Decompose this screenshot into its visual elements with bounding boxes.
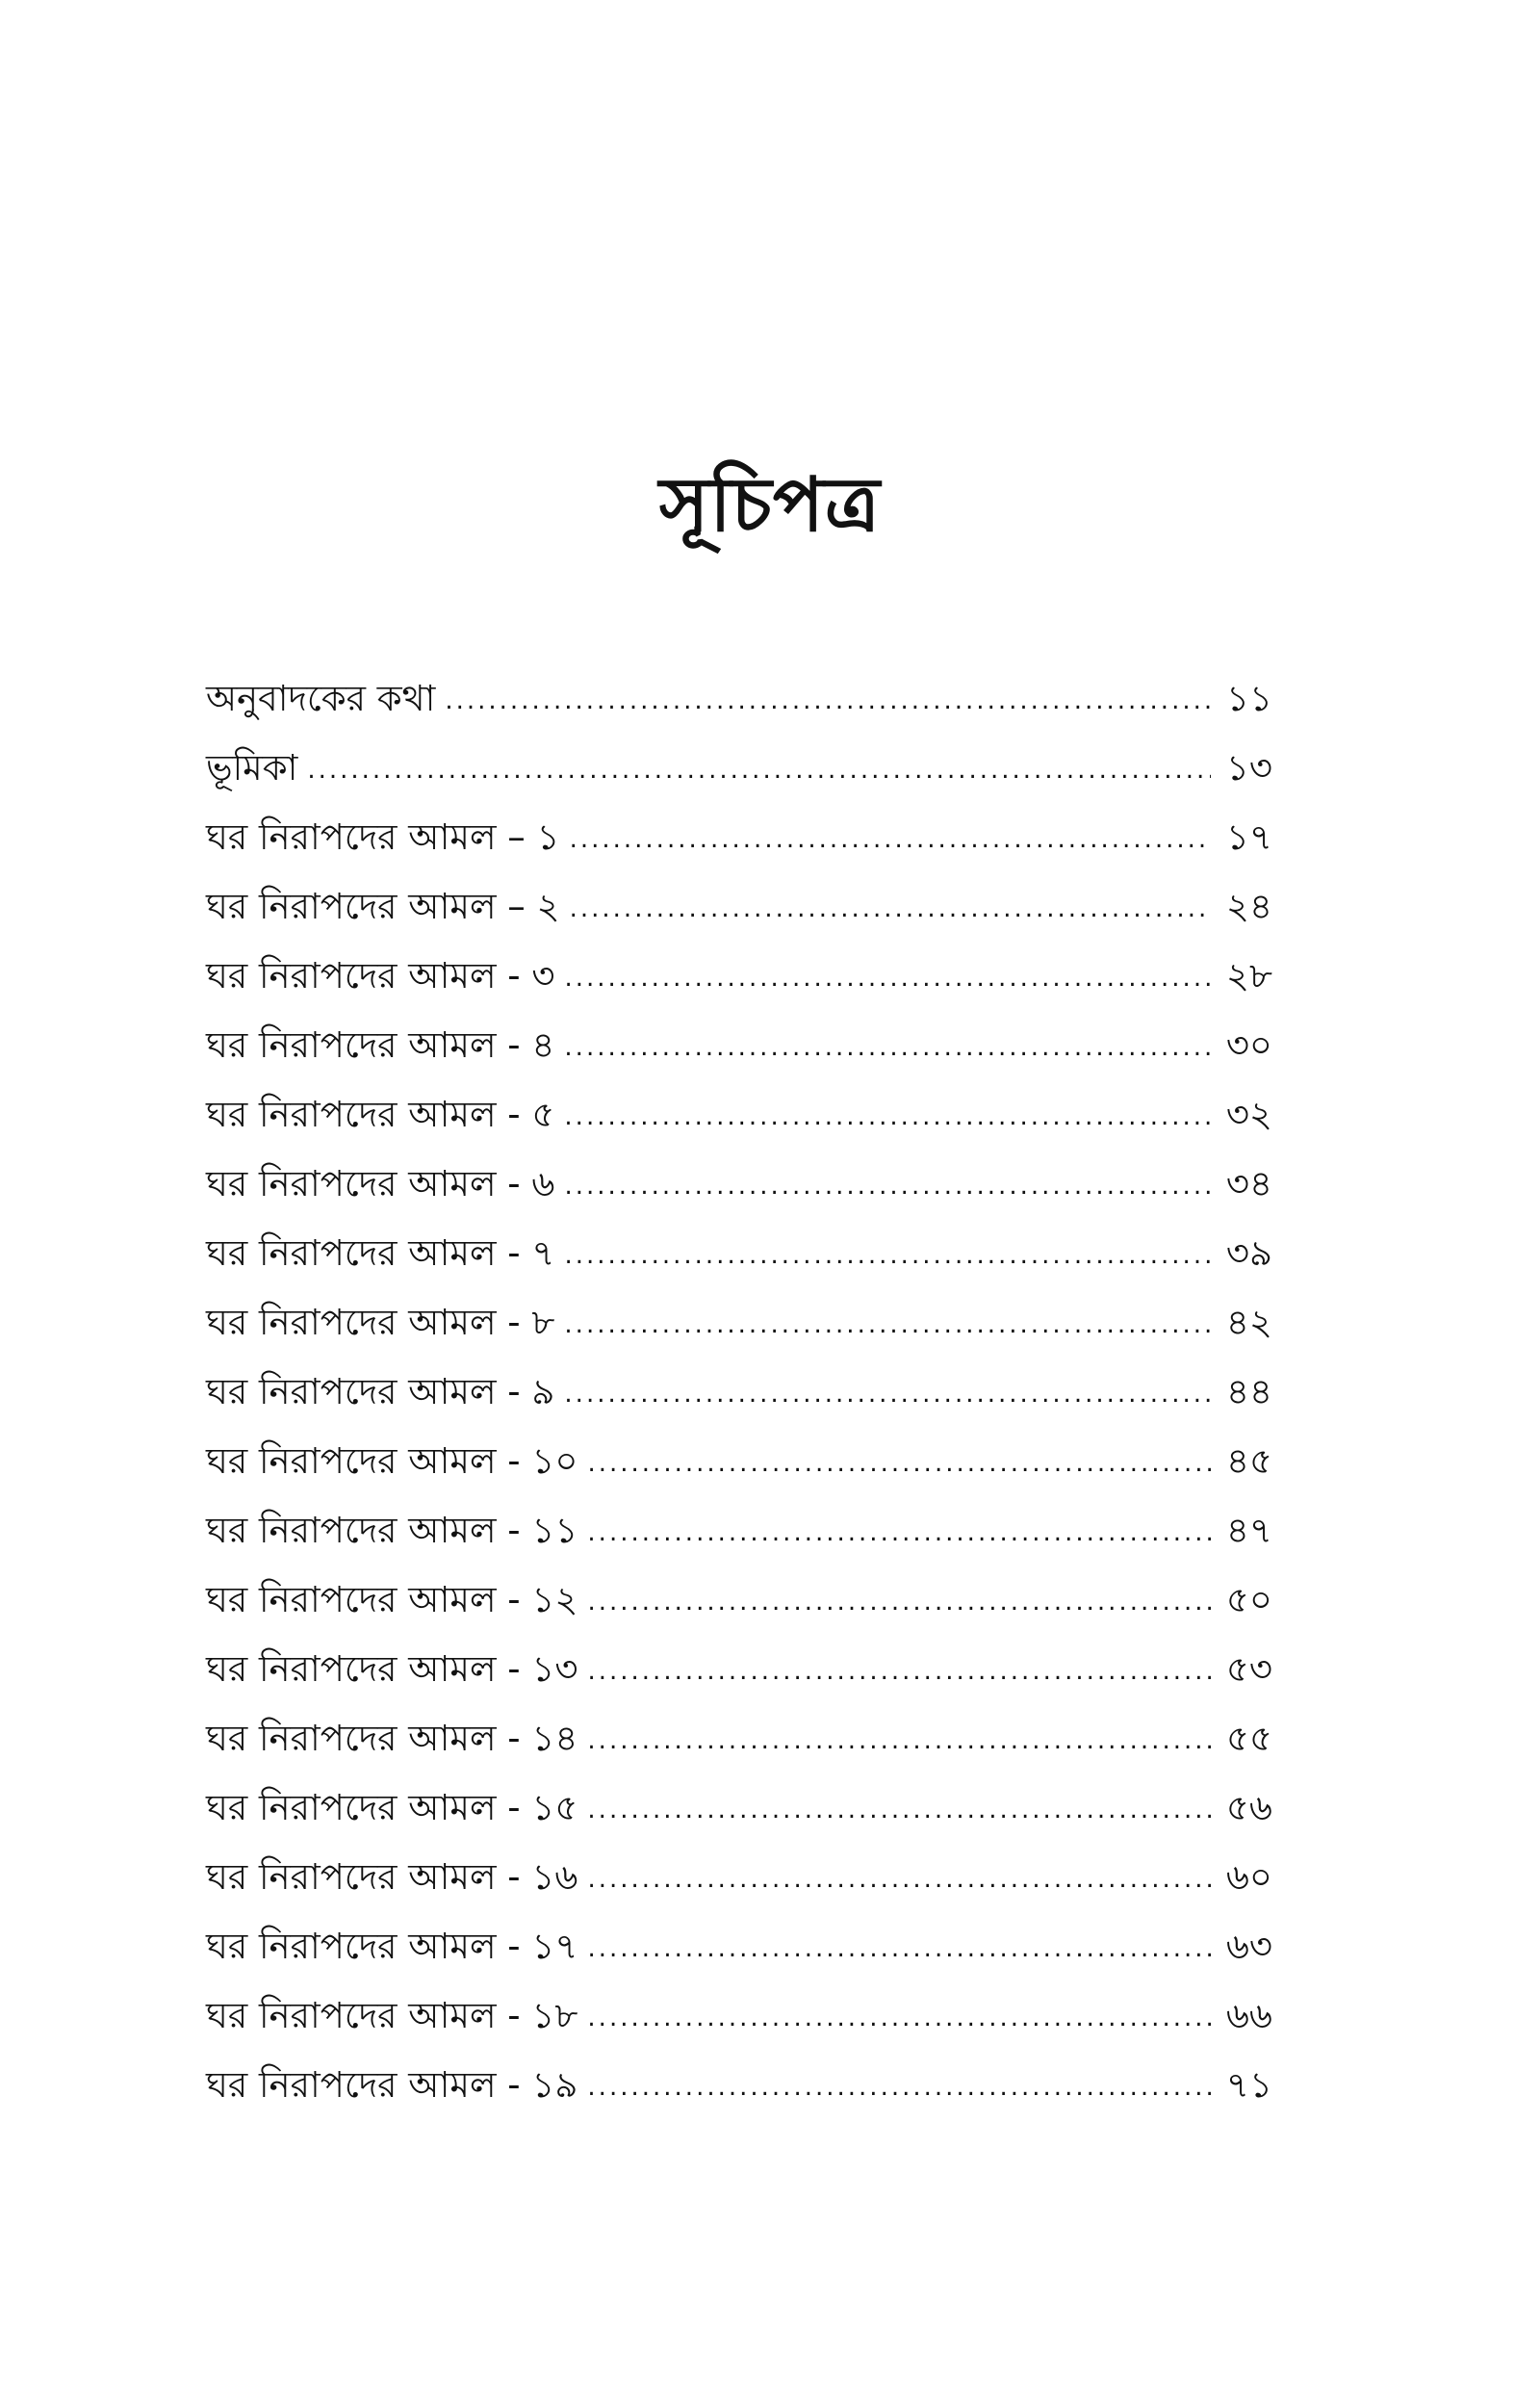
toc-entry-label: ঘর নিরাপদের আমল - ১৬ xyxy=(206,1856,578,1898)
dot-leader xyxy=(564,940,1211,1013)
toc-entry-label: ঘর নিরাপদের আমল - ৩ xyxy=(206,955,555,996)
dot-leader xyxy=(587,1841,1211,1914)
toc-entry-page-number: ৪৭ xyxy=(1225,1510,1272,1551)
dot-leader xyxy=(587,1633,1211,1706)
dot-leader xyxy=(587,2049,1211,2122)
toc-entry-page-number: ১৭ xyxy=(1225,816,1272,858)
toc-entry[interactable] xyxy=(206,1011,1272,1080)
toc-entry-label: ভূমিকা xyxy=(206,747,298,789)
toc-entry-label: ঘর নিরাপদের আমল - ৫ xyxy=(206,1094,555,1135)
toc-entry-page-number: ১১ xyxy=(1225,678,1272,719)
dot-leader xyxy=(587,1980,1211,2053)
toc-entry-label: ঘর নিরাপদের আমল - ৮ xyxy=(206,1302,555,1343)
dot-leader xyxy=(307,732,1211,805)
toc-entry-label: ঘর নিরাপদের আমল – ২ xyxy=(206,886,560,927)
toc-entry-page-number: ১৩ xyxy=(1225,747,1272,789)
toc-entry[interactable] xyxy=(206,1358,1272,1427)
toc-entry-label: ঘর নিরাপদের আমল - ১০ xyxy=(206,1440,578,1482)
dot-leader xyxy=(564,1286,1211,1359)
toc-entry-page-number: ৭১ xyxy=(1225,2064,1272,2106)
toc-entry[interactable] xyxy=(206,2051,1272,2120)
toc-entry[interactable] xyxy=(206,1635,1272,1704)
page-title: সূচিপত্র xyxy=(658,462,882,549)
toc-entry-page-number: ৩৯ xyxy=(1225,1232,1272,1274)
toc-entry-label: ঘর নিরাপদের আমল - ৬ xyxy=(206,1163,555,1204)
dot-leader xyxy=(564,1356,1211,1429)
dot-leader xyxy=(587,1425,1211,1498)
toc-entry-page-number: ৪২ xyxy=(1225,1302,1272,1343)
toc-entry-page-number: ৪৪ xyxy=(1225,1371,1272,1412)
dot-leader xyxy=(587,1564,1211,1637)
toc-entry-label: ঘর নিরাপদের আমল - ১৮ xyxy=(206,1995,578,2036)
toc-entry[interactable] xyxy=(206,1150,1272,1219)
dot-leader xyxy=(570,870,1211,944)
toc-entry-page-number: ৫০ xyxy=(1225,1579,1272,1620)
toc-entry-page-number: ৩৪ xyxy=(1225,1163,1272,1204)
toc-entry[interactable] xyxy=(206,1704,1272,1773)
toc-entry-page-number: ৬৬ xyxy=(1225,1995,1272,2036)
toc-entry-label: ঘর নিরাপদের আমল - ৯ xyxy=(206,1371,555,1412)
toc-entry[interactable] xyxy=(206,803,1272,872)
toc-entry-page-number: ৩২ xyxy=(1225,1094,1272,1135)
dot-leader xyxy=(587,1702,1211,1775)
toc-entry[interactable] xyxy=(206,1288,1272,1358)
toc-entry[interactable] xyxy=(206,1566,1272,1635)
dot-leader xyxy=(564,1078,1211,1152)
dot-leader xyxy=(564,1217,1211,1290)
toc-entry[interactable] xyxy=(206,1219,1272,1288)
dot-leader xyxy=(587,1772,1211,1845)
dot-leader xyxy=(564,1148,1211,1221)
toc-entry-page-number: ৫৬ xyxy=(1225,1787,1272,1828)
toc-entry-page-number: ৬৩ xyxy=(1225,1926,1272,1967)
toc-entry[interactable] xyxy=(206,872,1272,942)
toc-entry-page-number: ২৪ xyxy=(1225,886,1272,927)
toc-entry-label: ঘর নিরাপদের আমল - ১৩ xyxy=(206,1648,578,1690)
toc-entry[interactable] xyxy=(206,734,1272,803)
toc-entry[interactable] xyxy=(206,1080,1272,1150)
toc-entry-page-number: ৫৫ xyxy=(1225,1718,1272,1759)
dot-leader xyxy=(587,1494,1211,1567)
toc-entry-label: ঘর নিরাপদের আমল - ১১ xyxy=(206,1510,578,1551)
toc-entry-label: ঘর নিরাপদের আমল – ১ xyxy=(206,816,560,858)
toc-entry[interactable] xyxy=(206,1981,1272,2051)
toc-entry[interactable] xyxy=(206,1427,1272,1496)
toc-entry[interactable] xyxy=(206,942,1272,1011)
toc-entry-label: ঘর নিরাপদের আমল - ৪ xyxy=(206,1024,555,1066)
toc-entry-page-number: ৪৫ xyxy=(1225,1440,1272,1482)
dot-leader xyxy=(564,1009,1211,1082)
toc-entry-label: অনুবাদকের কথা xyxy=(206,678,436,719)
toc-entry[interactable] xyxy=(206,1843,1272,1912)
toc-entry-label: ঘর নিরাপদের আমল - ১৯ xyxy=(206,2064,578,2106)
toc-entry[interactable] xyxy=(206,1496,1272,1566)
toc-entry-label: ঘর নিরাপদের আমল - ৭ xyxy=(206,1232,555,1274)
toc-entry[interactable] xyxy=(206,664,1272,734)
toc-entry-page-number: ৫৩ xyxy=(1225,1648,1272,1690)
dot-leader xyxy=(570,801,1211,874)
toc-entry-label: ঘর নিরাপদের আমল - ১৭ xyxy=(206,1926,578,1967)
toc-entry-page-number: ২৮ xyxy=(1225,955,1272,996)
dot-leader xyxy=(445,662,1211,736)
toc-entry[interactable] xyxy=(206,1912,1272,1981)
toc-entry-label: ঘর নিরাপদের আমল - ১২ xyxy=(206,1579,578,1620)
table-of-contents xyxy=(206,664,1272,2120)
toc-entry-page-number: ৬০ xyxy=(1225,1856,1272,1898)
toc-entry-label: ঘর নিরাপদের আমল - ১৫ xyxy=(206,1787,578,1828)
toc-entry[interactable] xyxy=(206,1773,1272,1843)
dot-leader xyxy=(587,1910,1211,1983)
toc-entry-label: ঘর নিরাপদের আমল - ১৪ xyxy=(206,1718,578,1759)
toc-entry-page-number: ৩০ xyxy=(1225,1024,1272,1066)
